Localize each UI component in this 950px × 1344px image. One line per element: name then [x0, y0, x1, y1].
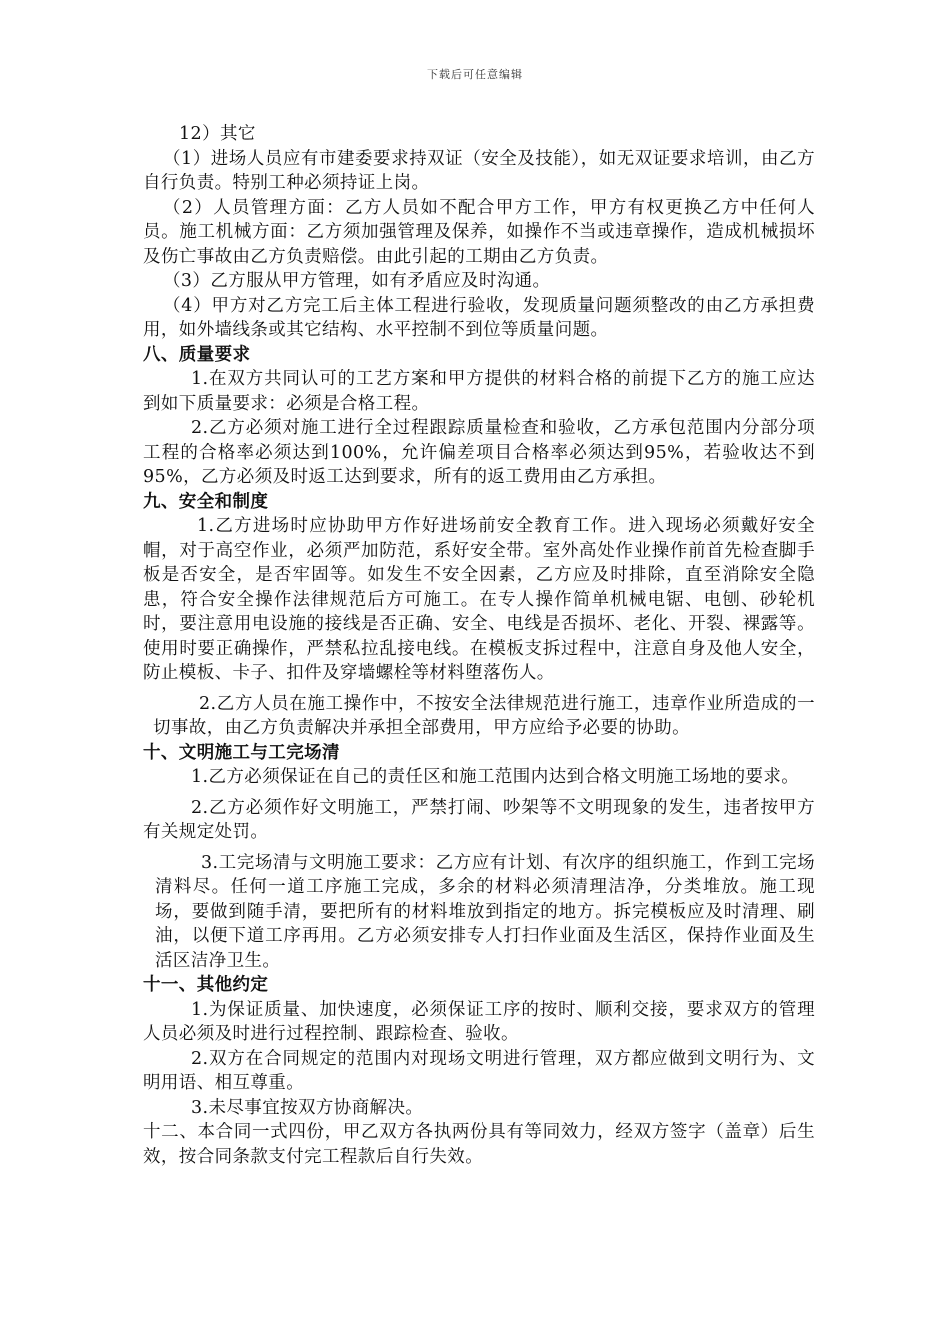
section-heading-quality: 八、质量要求 — [143, 344, 251, 365]
section-heading-safety: 九、安全和制度 — [143, 491, 269, 512]
section-heading-other-agreements: 十一、其他约定 — [143, 975, 269, 995]
paragraph-other-2: （2）人员管理方面：乙方人员如不配合甲方工作，甲方有权更换乙方中任何人员。施工机械方面：乙方须加强管理及保养，如操作不当或违章操作，造成机械损坏及伤亡事故由乙方负责赔偿。由此引起的工期由乙方负责。 — [143, 197, 815, 267]
paragraph-civilized-2: 2.乙方必须作好文明施工，严禁打闹、吵架等不文明现象的发生，违者按甲方有关规定处罚。 — [143, 797, 815, 842]
paragraph-other-4: （4）甲方对乙方完工后主体工程进行验收，发现质量问题须整改的由乙方承担费用，如外墙线条或其它结构、水平控制不到位等质量问题。 — [143, 295, 815, 340]
paragraph-agreement-1: 1.为保证质量、加快速度，必须保证工序的按时、顺利交接，要求双方的管理人员必须及时进行过程控制、跟踪检查、验收。 — [143, 999, 815, 1044]
paragraph-agreement-2: 2.双方在合同规定的范围内对现场文明进行管理，双方都应做到文明行为、文明用语、相互尊重。 — [143, 1048, 815, 1093]
paragraph-civilized-3: 3.工完场清与文明施工要求：乙方应有计划、有次序的组织施工，作到工完场清料尽。任何一道工序施工完成，多余的材料必须清理洁净，分类堆放。施工现场，要做到随手清，要把所有的材料堆放到指定的地方。拆完模板应及时清理、刷油，以便下道工序再用。乙方必须安排专人打扫作业面及生活区，保持作业面及生活区洁净卫生。 — [155, 852, 815, 971]
paragraph-quality-1: 1.在双方共同认可的工艺方案和甲方提供的材料合格的前提下乙方的施工应达到如下质量要求：必须是合格工程。 — [143, 369, 815, 414]
paragraph-other-1: （1）进场人员应有市建委要求持双证（安全及技能），如无双证要求培训，由乙方自行负责。特别工种必须持证上岗。 — [143, 148, 815, 193]
document-body — [143, 122, 815, 1169]
paragraph-contract-copies: 十二、本合同一式四份，甲乙双方各执两份具有等同效力，经双方签字（盖章）后生效，按合同条款支付完工程款后自行失效。 — [143, 1122, 815, 1167]
section-12-subtitle: 12）其它 — [179, 124, 256, 144]
page-header-note: 下载后可任意编辑 — [427, 68, 523, 81]
paragraph-safety-1: 1.乙方进场时应协助甲方作好进场前安全教育工作。进入现场必须戴好安全帽，对于高空作业，必须严加防范，系好安全带。室外高处作业操作前首先检查脚手板是否安全，是否牢固等。如发生不安全因素，乙方应及时排除，直至消除安全隐患，符合安全操作法律规范后方可施工。在专人操作简单机械电锯、电刨、砂轮机时，要注意用电设施的接线是否正确、安全、电线是否损坏、老化、开裂、裸露等。使用时要正确操作，严禁私拉乱接电线。在模板支拆过程中，注意自身及他人安全，防止模板、卡子、扣件及穿墙螺栓等材料堕落伤人。 — [143, 516, 815, 683]
paragraph-civilized-1: 1.乙方必须保证在自己的责任区和施工范围内达到合格文明施工场地的要求。 — [191, 767, 800, 787]
paragraph-other-3: （3）乙方服从甲方管理，如有矛盾应及时沟通。 — [163, 271, 551, 291]
paragraph-quality-2: 2.乙方必须对施工进行全过程跟踪质量检查和验收，乙方承包范围内分部分项工程的合格率必须达到100%，允许偏差项目合格率必须达到95%，若验收达不到95%，乙方必须及时返工达到要求，所有的返工费用由乙方承担。 — [143, 418, 815, 487]
paragraph-agreement-3: 3.未尽事宜按双方协商解决。 — [191, 1097, 424, 1118]
section-heading-civilized: 十、文明施工与工完场清 — [143, 742, 340, 763]
paragraph-safety-2: 2.乙方人员在施工操作中，不按安全法律规范进行施工，违章作业所造成的一切事故，由乙方负责解决并承担全部费用，甲方应给予必要的协助。 — [153, 693, 815, 738]
